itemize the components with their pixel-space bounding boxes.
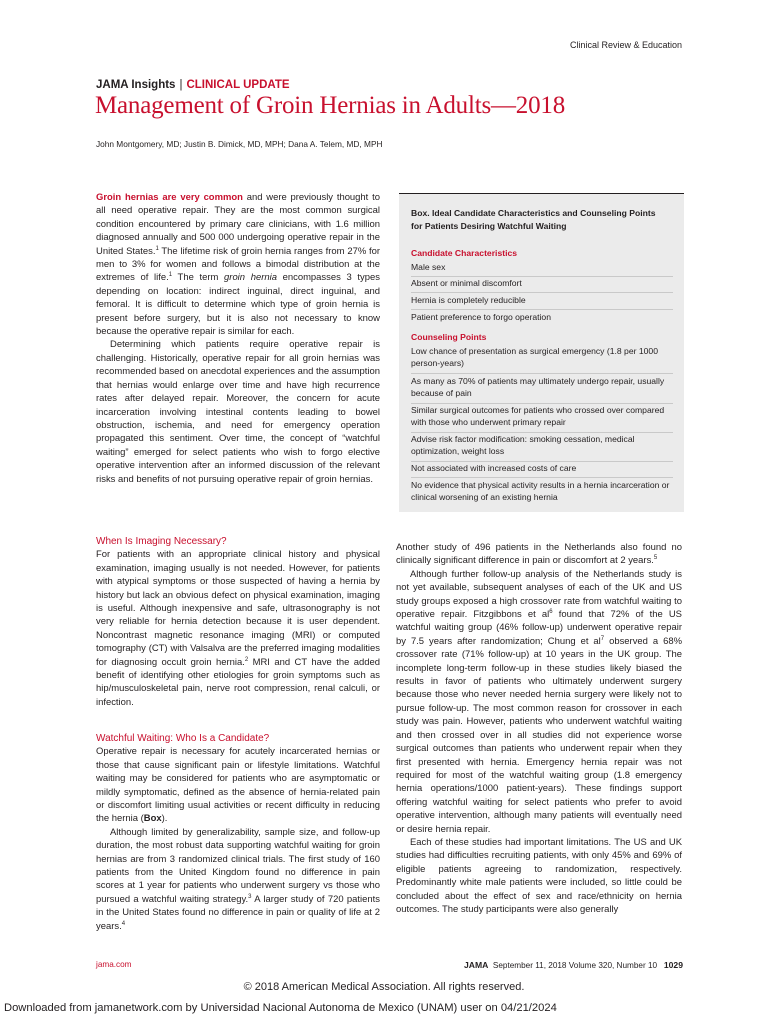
imaging-paragraph: For patients with an appropriate clinical history and physical examination, imaging usually is not needed. However, for patients with atypical symptoms or those suspected of having a hernia by history but lack an obvious defect on physical examination, imaging is useful. Although inexpensive and safe, ultrasonography is not very reliable for hernia detection because it is user dependent. Noncontrast magnetic resonance imaging (MRI) or computed tomography (CT) with Valsalva are the preferred imaging modalities for diagnosing occult groin hernia.$^2$ MRI and CT have the added benefit of identifying other etiologies for groin symptoms such as hip/musculoskeletal pain, nerve root compression, renal calculi, or infection.	[96, 549, 381, 708]
page-number: 1029	[663, 960, 683, 970]
copyright-notice: © 2018 American Medical Association. All rights reserved.	[243, 981, 525, 993]
imaging-section	[96, 535, 380, 709]
box-reference-link[interactable]: Box	[143, 813, 162, 825]
intro-section	[96, 191, 380, 486]
intro-paragraph-2: Determining which patients require operative repair is challenging. Historically, operative repair for all groin hernias was recommended based on anecdotal experiences and the assumption that hernias would enlarge over time and have high recurrence rates after delayed repair. Moreover, the concern for acute incarceration involving intestinal contents leading to bowel obstruction, ischemia, and need for emergency operation propagated this sentiment. Over time, the concept of “watchful waiting” emerged for select patients who wish to forgo elective operative intervention after an informed discussion of the relevant risks and benefits of not pursuing operative repair of groin hernias.	[96, 339, 380, 485]
intro-lead: Groin hernias are very common	[96, 192, 243, 203]
counseling-item: As many as 70% of patients may ultimately undergo repair, usually because of pain	[411, 375, 673, 404]
watchful-paragraph-2: Although limited by generalizability, sample size, and follow-up duration, the most robust data supporting watchful waiting for groin hernias are from 3 randomized clinical trials. The first study of 160 patients from the United Kingdom found no difference in pain scores at 1 year for patients who underwent surgery vs those who pursued a watchful waiting strategy.$^3$ A larger study of 720 patients in the United States found no difference in pain or quality of life at 2 years.$^4$	[96, 826, 380, 932]
candidate-item: Male sex	[411, 261, 673, 277]
right-paragraph-1: Another study of 496 patients in the Netherlands also found no clinically significant difference in pain or discomfort at 2 years.$^5$	[396, 542, 682, 567]
issue-info	[464, 960, 683, 970]
counseling-item: Similar surgical outcomes for patients who crossed over compared with those who underwent primary repair	[411, 404, 673, 433]
watchful-heading: Watchful Waiting: Who Is a Candidate?	[96, 733, 270, 744]
counseling-item: No evidence that physical activity results in a hernia incarceration or clinical worsening of an existing hernia	[411, 480, 670, 503]
watchful-paragraph-1: Operative repair is necessary for acutely incarcerated hernias or those that cause significant pain or lifestyle limitations. Watchful waiting may be considered for patients who are asymptomatic or mildly symptomatic, defined as the absence of hernia-related pain or discomfort limiting usual activities or recent difficulty in reducing the hernia (Box).	[96, 746, 380, 825]
counseling-item: Low chance of presentation as surgical emergency (1.8 per 1000 person-years)	[411, 345, 673, 374]
download-notice: Downloaded from jamanetwork.com by Universidad Nacional Autonoma de Mexico (UNAM) user on 04/21/2024	[4, 1002, 557, 1014]
intro-paragraph-1: Groin hernias are very common and were previously thought to all need operative repair. They are the most common surgical condition encountered by primary care clinicians, with 1.6 million diagnosed annually and 500 000 undergoing operative repair in the United States.$^1$ The lifetime risk of groin hernia ranges from 27% for men to 3% for women and follows a bimodal distribution at the extremes of life.$^1$ The term groin hernia encompasses 3 types depending on location: indirect inguinal, direct inguinal, and femoral. It is difficult to determine which type of groin hernia is present before surgery, but it is also not necessary to know because the operative repair is similar for each.	[96, 192, 381, 338]
candidate-item: Patient preference to forgo operation	[411, 312, 551, 322]
right-column-text	[396, 541, 682, 916]
right-paragraph-2: Although further follow-up analysis of the Netherlands study is not yet available, subsequent analyses of each of the UK and US study groups exposed a high crossover rate from watchful waiting to operative repair. Fitzgibbons et $al^6$ found that 72% of the US watchful waiting group (46% follow-up) underwent operative repair by 7.5 years after randomization; Chung et $al^7$ observed a 68% crossover rate (71% follow-up) at 10 years in the UK group. The incomplete long-term follow-up in these studies likely biased the results in favor of patients who ultimately underwent surgery because those who never needed hernia surgery were likely not to pursue follow-up. The most common reason for crossover in each study was pain. However, patients who underwent watchful waiting and then crossed over in all studies did not experience worse surgical outcomes than patients who underwent repair when they first presented with hernia. Emergency hernia repair was not required for most of the watchful waiting group (1.8 emergency hernia operations/1000 patient-years). These findings support offering watchful waiting for select patients who prefer to avoid operative intervention, although many patients will eventually need or desire hernia repair.	[396, 568, 682, 835]
candidate-item: Absent or minimal discomfort	[411, 277, 673, 293]
footer-issue: September 11, 2018 Volume 320, Number 10	[492, 961, 658, 970]
imaging-heading: When Is Imaging Necessary?	[96, 536, 227, 547]
right-paragraph-3: Each of these studies had important limitations. The US and UK studies had difficulties recruiting patients, with only 45% and 69% of eligible patients agreeing to randomization, respectively. Predominantly white male patients were included, so little could be concluded about the effect of sex and race/ethnicity on hernia outcomes. The study participants were also generally	[396, 836, 682, 915]
site-link[interactable]: jama.com	[96, 960, 132, 969]
counseling-item: Advise risk factor modification: smoking cessation, medical optimization, weight loss	[411, 433, 673, 462]
watchful-waiting-section	[96, 732, 380, 933]
candidate-item: Hernia is completely reducible	[411, 294, 673, 310]
article-kicker	[96, 79, 290, 91]
counseling-heading: Counseling Points	[411, 332, 487, 342]
counseling-item: Not associated with increased costs of care	[411, 462, 673, 478]
kicker-separator: |	[179, 79, 183, 91]
journal-name: JAMA Insights	[96, 79, 176, 91]
candidate-box	[399, 193, 684, 512]
article-title: Management of Groin Hernias in Adults—2018	[95, 92, 565, 119]
article-category: CLINICAL UPDATE	[186, 79, 290, 91]
section-label: Clinical Review & Education	[569, 40, 682, 50]
footer-journal: JAMA	[463, 960, 489, 970]
candidate-heading: Candidate Characteristics	[411, 248, 518, 258]
box-title: Box. Ideal Candidate Characteristics and Counseling Points for Patients Desiring Watchful Waiting	[411, 208, 656, 231]
author-list: John Montgomery, MD; Justin B. Dimick, MD, MPH; Dana A. Telem, MD, MPH	[96, 139, 383, 149]
